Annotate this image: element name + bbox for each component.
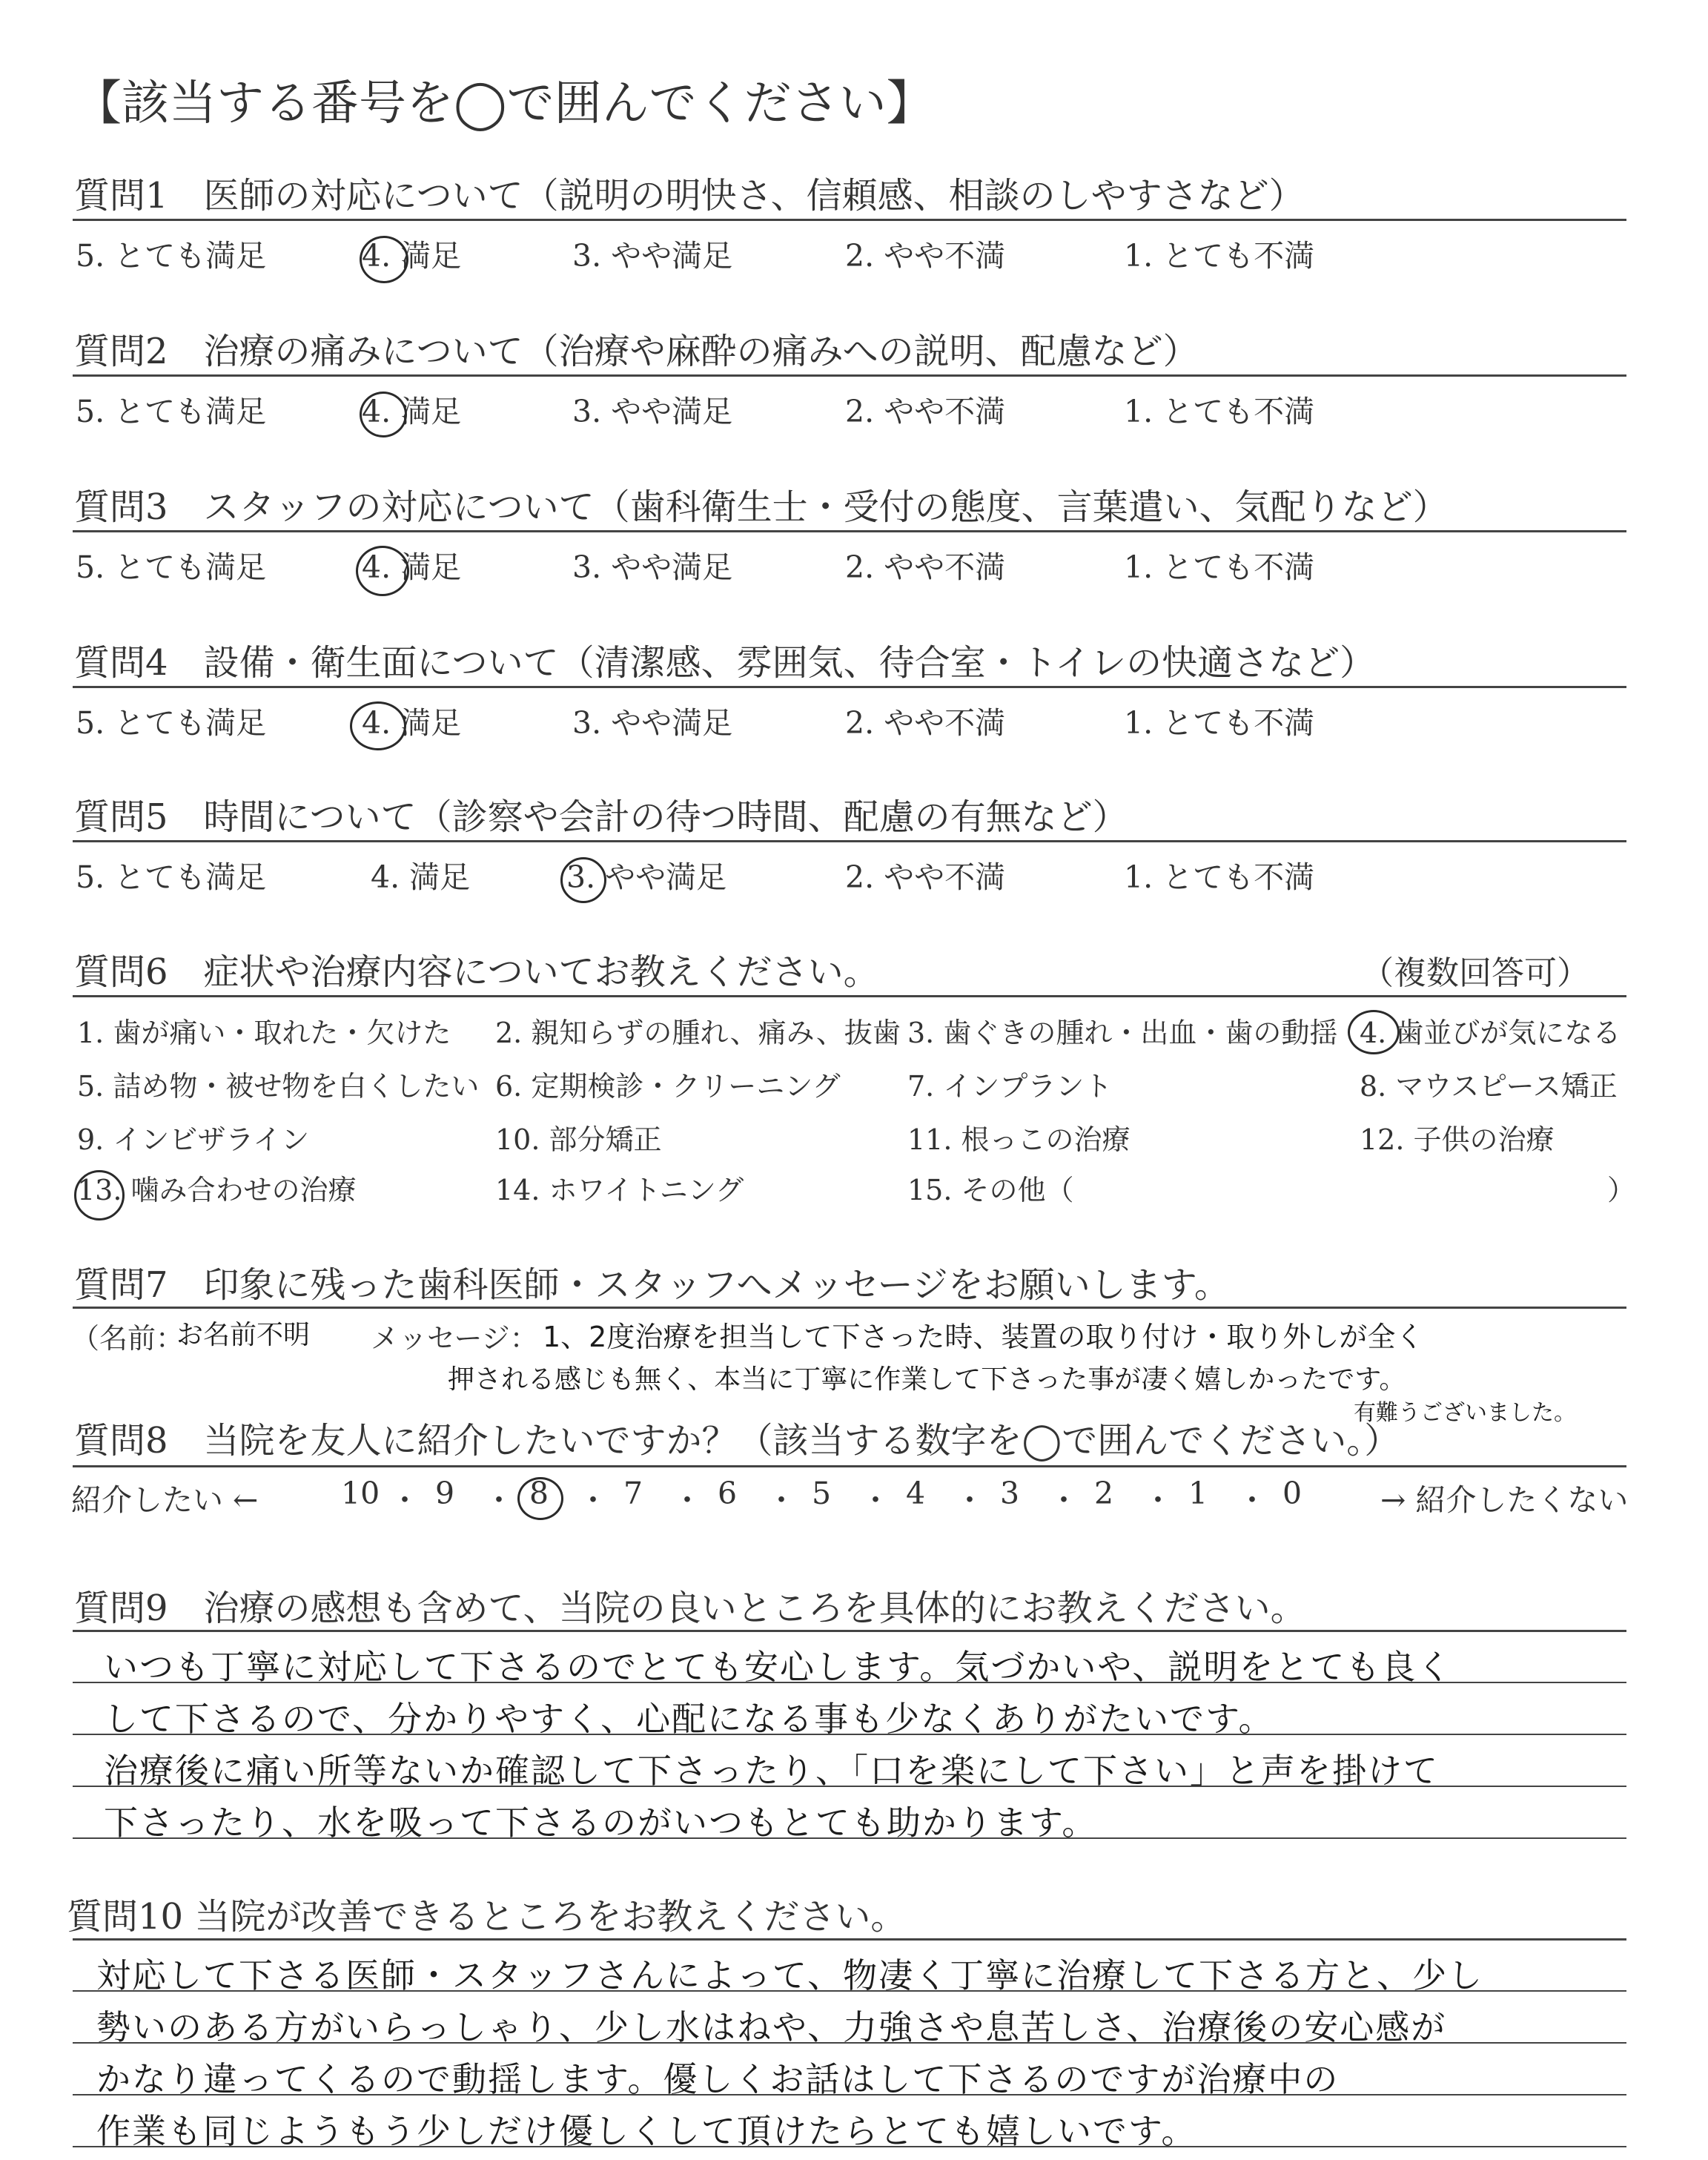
q3-option-1[interactable]: 1. とても不満 <box>1124 549 1315 585</box>
q4-selection-circle <box>350 701 406 750</box>
q2-selection-circle <box>360 392 407 437</box>
divider <box>73 374 1626 377</box>
q4-option-2[interactable]: 2. やや不満 <box>845 705 1006 741</box>
q2-option-3[interactable]: 3. やや満足 <box>572 394 733 429</box>
q4-option-4[interactable]: 4. 満足 <box>362 705 462 741</box>
divider <box>73 1465 1626 1467</box>
q4-option-1[interactable]: 1. とても不満 <box>1124 705 1315 741</box>
divider <box>73 686 1626 688</box>
divider <box>73 1630 1626 1632</box>
q6-item-9[interactable]: 9. インビザライン <box>77 1123 310 1156</box>
q1-option-4[interactable]: 4. 満足 <box>362 238 462 274</box>
scale-separator-dot: ・ <box>577 1482 609 1518</box>
question-3-title: 質問3 スタッフの対応について（歯科衛生士・受付の態度、言葉遣い、気配りなど） <box>74 486 1449 528</box>
q3-option-4[interactable]: 4. 満足 <box>362 549 462 585</box>
q1-option-5[interactable]: 5. とても満足 <box>76 238 267 274</box>
recommend-score-7[interactable]: 7 <box>623 1476 643 1511</box>
question-8-title: 質問8 当院を友人に紹介したいですか？（該当する数字を◯で囲んでください。） <box>74 1420 1400 1462</box>
q6-item-11[interactable]: 11. 根っこの治療 <box>907 1123 1131 1156</box>
q6-item-3[interactable]: 3. 歯ぐきの腫れ・出血・歯の動揺 <box>907 1017 1338 1049</box>
q6-item-7[interactable]: 7. インプラント <box>907 1070 1113 1103</box>
q1-option-2[interactable]: 2. やや不満 <box>845 238 1006 274</box>
q5-selection-circle <box>560 857 606 903</box>
q9-answer-line-2[interactable]: して下さるので、分かりやすく、心配になる事も少なくありがたいです。 <box>104 1699 1274 1739</box>
q6-item-5[interactable]: 5. 詰め物・被せ物を白くしたい <box>77 1070 480 1103</box>
recommend-score-9[interactable]: 9 <box>435 1476 455 1511</box>
scale-separator-dot: ・ <box>483 1482 514 1518</box>
q9-answer-line-1[interactable]: いつも丁寧に対応して下さるのでとても安心します。気づかいや、説明をとても良く <box>104 1647 1453 1687</box>
divider <box>73 530 1626 532</box>
divider <box>73 1307 1626 1309</box>
recommend-score-1[interactable]: 1 <box>1188 1476 1208 1511</box>
message-line-1[interactable]: 1、2度治療を担当して下さった時、装置の取り付け・取り外しが全く <box>543 1321 1424 1353</box>
q6-item-1[interactable]: 1. 歯が痛い・取れた・欠けた <box>77 1017 451 1049</box>
scale-separator-dot: ・ <box>860 1482 891 1518</box>
question-7-title: 質問7 印象に残った歯科医師・スタッフへメッセージをお願いします。 <box>74 1264 1230 1306</box>
divider <box>73 840 1626 842</box>
q2-option-4[interactable]: 4. 満足 <box>362 394 462 429</box>
recommend-score-6[interactable]: 6 <box>718 1476 738 1511</box>
q6-item-12[interactable]: 12. 子供の治療 <box>1360 1123 1555 1156</box>
q6-item-10[interactable]: 10. 部分矯正 <box>495 1123 662 1156</box>
q4-option-3[interactable]: 3. やや満足 <box>572 705 733 741</box>
q6-item-6[interactable]: 6. 定期検診・クリーニング <box>495 1070 841 1103</box>
name-value[interactable]: お名前不明 <box>176 1320 311 1350</box>
q9-answer-line-3[interactable]: 治療後に痛い所等ないか確認して下さったり、「口を楽にして下さい」と声を掛けて <box>104 1751 1439 1791</box>
recommend-selection-circle <box>517 1477 563 1520</box>
scale-separator-dot: ・ <box>1048 1482 1079 1518</box>
recommend-score-4[interactable]: 4 <box>906 1476 926 1511</box>
recommend-left-label: 紹介したい ← <box>71 1482 259 1518</box>
recommend-score-3[interactable]: 3 <box>1000 1476 1020 1511</box>
q6-item-4-circle <box>1348 1010 1400 1054</box>
scale-separator-dot: ・ <box>389 1482 420 1518</box>
q6-item-13[interactable]: 13. 噛み合わせの治療 <box>77 1174 357 1206</box>
divider <box>73 1938 1626 1941</box>
q5-option-3[interactable]: 3. やや満足 <box>566 859 727 895</box>
q10-answer-line-3[interactable]: かなり違ってくるので動揺します。優しくお話はして下さるのですが治療中の <box>96 2059 1340 2099</box>
recommend-score-10[interactable]: 10 <box>341 1476 380 1511</box>
q2-option-1[interactable]: 1. とても不満 <box>1124 394 1315 429</box>
question-10-title: 質問10 当院が改善できるところをお教えください。 <box>67 1896 907 1938</box>
scale-separator-dot: ・ <box>766 1482 797 1518</box>
question-4-title: 質問4 設備・衛生面について（清潔感、雰囲気、待合室・トイレの快適さなど） <box>74 642 1376 684</box>
scale-separator-dot: ・ <box>954 1482 985 1518</box>
q1-selection-circle <box>360 236 408 283</box>
q5-option-4[interactable]: 4. 満足 <box>371 859 471 895</box>
q5-option-1[interactable]: 1. とても不満 <box>1124 859 1315 895</box>
q6-item-14[interactable]: 14. ホワイトニング <box>495 1174 744 1206</box>
q3-option-5[interactable]: 5. とても満足 <box>76 549 267 585</box>
q6-item-15[interactable]: 15. その他（ <box>907 1174 1074 1206</box>
q6-item-13-circle <box>74 1170 125 1221</box>
q1-option-3[interactable]: 3. やや満足 <box>572 238 733 274</box>
q3-option-3[interactable]: 3. やや満足 <box>572 549 733 585</box>
question-1-title: 質問1 医師の対応について（説明の明快さ、信頼感、相談のしやすさなど） <box>74 175 1305 217</box>
scale-separator-dot: ・ <box>1142 1482 1174 1518</box>
message-line-2[interactable]: 押される感じも無く、本当に丁寧に作業して下さった事が凄く嬉しかったです。 <box>448 1364 1406 1395</box>
q10-answer-line-1[interactable]: 対応して下さる医師・スタッフさんによって、物凄く丁寧に治療して下さる方と、少し <box>96 1955 1484 1995</box>
q4-option-5[interactable]: 5. とても満足 <box>76 705 267 741</box>
message-line-3[interactable]: 有難うございました。 <box>1354 1400 1576 1426</box>
q6-item-4[interactable]: 4. 歯並びが気になる <box>1360 1017 1621 1049</box>
divider <box>73 995 1626 997</box>
q5-option-5[interactable]: 5. とても満足 <box>76 859 267 895</box>
q2-option-2[interactable]: 2. やや不満 <box>845 394 1006 429</box>
multiple-answers-note: （複数回答可） <box>1361 954 1589 992</box>
recommend-score-5[interactable]: 5 <box>812 1476 832 1511</box>
q1-option-1[interactable]: 1. とても不満 <box>1124 238 1315 274</box>
q6-item-15-close: ） <box>1607 1174 1636 1206</box>
scale-separator-dot: ・ <box>1237 1482 1268 1518</box>
q10-answer-line-2[interactable]: 勢いのある方がいらっしゃり、少し水はねや、力強さや息苦しさ、治療後の安心感が <box>96 2007 1447 2047</box>
scale-separator-dot: ・ <box>672 1482 703 1518</box>
q5-option-2[interactable]: 2. やや不満 <box>845 859 1006 895</box>
q10-answer-line-4[interactable]: 作業も同じようもう少しだけ優しくして頂けたらとても嬉しいです。 <box>96 2111 1197 2151</box>
question-6-title: 質問6 症状や治療内容についてお教えください。 <box>74 951 879 993</box>
recommend-score-2[interactable]: 2 <box>1094 1476 1114 1511</box>
question-2-title: 質問2 治療の痛みについて（治療や麻酔の痛みへの説明、配慮など） <box>74 331 1199 372</box>
question-9-title: 質問9 治療の感想も含めて、当院の良いところを具体的にお教えください。 <box>74 1588 1306 1629</box>
recommend-score-0[interactable]: 0 <box>1282 1476 1302 1511</box>
name-label: （名前： <box>71 1322 185 1355</box>
q3-option-2[interactable]: 2. やや不満 <box>845 549 1006 585</box>
q6-item-8[interactable]: 8. マウスピース矯正 <box>1360 1070 1618 1103</box>
q9-answer-line-4[interactable]: 下さったり、水を吸って下さるのがいつもとても助かります。 <box>104 1803 1098 1843</box>
q3-selection-circle <box>356 546 409 596</box>
question-5-title: 質問5 時間について（診察や会計の待つ時間、配慮の有無など） <box>74 796 1128 838</box>
recommend-right-label: → 紹介したくない <box>1380 1482 1629 1518</box>
recommend-score-8[interactable]: 8 <box>529 1476 549 1511</box>
q2-option-5[interactable]: 5. とても満足 <box>76 394 267 429</box>
page-title: 【該当する番号を◯で囲んでください】 <box>74 76 934 131</box>
divider <box>73 219 1626 221</box>
q6-item-2[interactable]: 2. 親知らずの腫れ、痛み、抜歯 <box>495 1017 901 1049</box>
message-label: メッセージ： <box>371 1322 538 1355</box>
